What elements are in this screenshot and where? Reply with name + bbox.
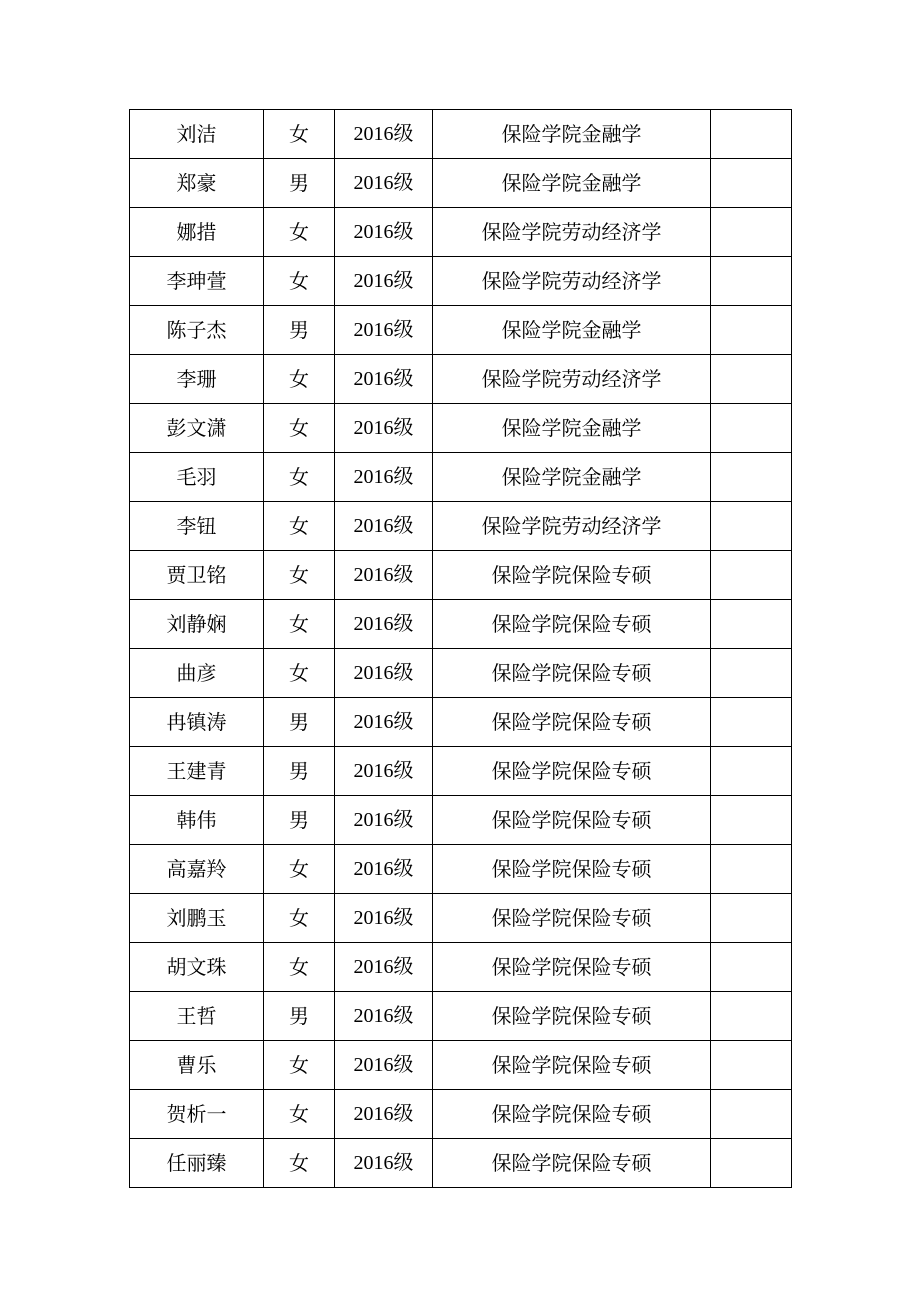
student-name-cell: 贺析一 bbox=[130, 1090, 264, 1139]
program-cell: 保险学院保险专硕 bbox=[433, 551, 711, 600]
table-row bbox=[130, 845, 792, 894]
table-row bbox=[130, 992, 792, 1041]
gender-cell: 男 bbox=[264, 796, 335, 845]
note-cell bbox=[711, 502, 792, 551]
program-cell: 保险学院保险专硕 bbox=[433, 992, 711, 1041]
student-name-cell: 胡文珠 bbox=[130, 943, 264, 992]
grade-cell: 2016级 bbox=[335, 747, 433, 796]
gender-cell: 女 bbox=[264, 551, 335, 600]
program-cell: 保险学院劳动经济学 bbox=[433, 257, 711, 306]
gender-cell: 女 bbox=[264, 208, 335, 257]
student-name-cell: 冉镇涛 bbox=[130, 698, 264, 747]
grade-cell: 2016级 bbox=[335, 649, 433, 698]
note-cell bbox=[711, 110, 792, 159]
gender-cell: 女 bbox=[264, 110, 335, 159]
table-row bbox=[130, 257, 792, 306]
table-row bbox=[130, 502, 792, 551]
table-row bbox=[130, 698, 792, 747]
note-cell bbox=[711, 306, 792, 355]
grade-cell: 2016级 bbox=[335, 208, 433, 257]
grade-cell: 2016级 bbox=[335, 355, 433, 404]
student-name-cell: 刘静娴 bbox=[130, 600, 264, 649]
student-name-cell: 李珅萱 bbox=[130, 257, 264, 306]
table-row bbox=[130, 306, 792, 355]
grade-cell: 2016级 bbox=[335, 796, 433, 845]
note-cell bbox=[711, 649, 792, 698]
gender-cell: 女 bbox=[264, 502, 335, 551]
program-cell: 保险学院保险专硕 bbox=[433, 698, 711, 747]
program-cell: 保险学院金融学 bbox=[433, 159, 711, 208]
grade-cell: 2016级 bbox=[335, 1041, 433, 1090]
table-row bbox=[130, 1139, 792, 1188]
table-row bbox=[130, 404, 792, 453]
student-name-cell: 高嘉羚 bbox=[130, 845, 264, 894]
student-name-cell: 彭文潇 bbox=[130, 404, 264, 453]
table-row bbox=[130, 208, 792, 257]
program-cell: 保险学院保险专硕 bbox=[433, 796, 711, 845]
table-row bbox=[130, 796, 792, 845]
grade-cell: 2016级 bbox=[335, 992, 433, 1041]
student-roster-table bbox=[129, 109, 792, 1188]
table-row bbox=[130, 600, 792, 649]
program-cell: 保险学院金融学 bbox=[433, 404, 711, 453]
table-row bbox=[130, 1090, 792, 1139]
table-row bbox=[130, 355, 792, 404]
gender-cell: 女 bbox=[264, 894, 335, 943]
grade-cell: 2016级 bbox=[335, 306, 433, 355]
gender-cell: 男 bbox=[264, 306, 335, 355]
gender-cell: 女 bbox=[264, 1041, 335, 1090]
gender-cell: 女 bbox=[264, 257, 335, 306]
grade-cell: 2016级 bbox=[335, 1090, 433, 1139]
student-name-cell: 任丽臻 bbox=[130, 1139, 264, 1188]
table-row bbox=[130, 894, 792, 943]
grade-cell: 2016级 bbox=[335, 257, 433, 306]
grade-cell: 2016级 bbox=[335, 159, 433, 208]
program-cell: 保险学院保险专硕 bbox=[433, 894, 711, 943]
gender-cell: 女 bbox=[264, 943, 335, 992]
grade-cell: 2016级 bbox=[335, 502, 433, 551]
student-name-cell: 李钮 bbox=[130, 502, 264, 551]
grade-cell: 2016级 bbox=[335, 943, 433, 992]
gender-cell: 男 bbox=[264, 698, 335, 747]
student-name-cell: 毛羽 bbox=[130, 453, 264, 502]
note-cell bbox=[711, 845, 792, 894]
gender-cell: 女 bbox=[264, 845, 335, 894]
program-cell: 保险学院保险专硕 bbox=[433, 1090, 711, 1139]
note-cell bbox=[711, 453, 792, 502]
gender-cell: 男 bbox=[264, 747, 335, 796]
note-cell bbox=[711, 1139, 792, 1188]
gender-cell: 女 bbox=[264, 355, 335, 404]
gender-cell: 男 bbox=[264, 992, 335, 1041]
table-row bbox=[130, 747, 792, 796]
note-cell bbox=[711, 551, 792, 600]
program-cell: 保险学院劳动经济学 bbox=[433, 502, 711, 551]
note-cell bbox=[711, 257, 792, 306]
grade-cell: 2016级 bbox=[335, 551, 433, 600]
grade-cell: 2016级 bbox=[335, 894, 433, 943]
gender-cell: 男 bbox=[264, 159, 335, 208]
program-cell: 保险学院金融学 bbox=[433, 453, 711, 502]
gender-cell: 女 bbox=[264, 649, 335, 698]
grade-cell: 2016级 bbox=[335, 110, 433, 159]
grade-cell: 2016级 bbox=[335, 1139, 433, 1188]
student-name-cell: 娜措 bbox=[130, 208, 264, 257]
grade-cell: 2016级 bbox=[335, 453, 433, 502]
note-cell bbox=[711, 404, 792, 453]
note-cell bbox=[711, 747, 792, 796]
table-row bbox=[130, 649, 792, 698]
grade-cell: 2016级 bbox=[335, 698, 433, 747]
table-row bbox=[130, 159, 792, 208]
student-name-cell: 刘鹏玉 bbox=[130, 894, 264, 943]
note-cell bbox=[711, 159, 792, 208]
table-row bbox=[130, 943, 792, 992]
gender-cell: 女 bbox=[264, 404, 335, 453]
program-cell: 保险学院保险专硕 bbox=[433, 1139, 711, 1188]
note-cell bbox=[711, 943, 792, 992]
program-cell: 保险学院保险专硕 bbox=[433, 845, 711, 894]
student-name-cell: 王建青 bbox=[130, 747, 264, 796]
gender-cell: 女 bbox=[264, 1139, 335, 1188]
table-row bbox=[130, 453, 792, 502]
note-cell bbox=[711, 355, 792, 404]
student-name-cell: 曲彦 bbox=[130, 649, 264, 698]
program-cell: 保险学院劳动经济学 bbox=[433, 208, 711, 257]
program-cell: 保险学院保险专硕 bbox=[433, 649, 711, 698]
student-name-cell: 贾卫铭 bbox=[130, 551, 264, 600]
note-cell bbox=[711, 600, 792, 649]
grade-cell: 2016级 bbox=[335, 845, 433, 894]
student-name-cell: 王哲 bbox=[130, 992, 264, 1041]
note-cell bbox=[711, 992, 792, 1041]
program-cell: 保险学院保险专硕 bbox=[433, 747, 711, 796]
program-cell: 保险学院保险专硕 bbox=[433, 600, 711, 649]
student-name-cell: 曹乐 bbox=[130, 1041, 264, 1090]
student-name-cell: 郑豪 bbox=[130, 159, 264, 208]
student-name-cell: 韩伟 bbox=[130, 796, 264, 845]
gender-cell: 女 bbox=[264, 453, 335, 502]
note-cell bbox=[711, 796, 792, 845]
roster-body bbox=[130, 110, 792, 1188]
program-cell: 保险学院金融学 bbox=[433, 110, 711, 159]
gender-cell: 女 bbox=[264, 1090, 335, 1139]
program-cell: 保险学院金融学 bbox=[433, 306, 711, 355]
note-cell bbox=[711, 698, 792, 747]
grade-cell: 2016级 bbox=[335, 600, 433, 649]
table-row bbox=[130, 1041, 792, 1090]
program-cell: 保险学院保险专硕 bbox=[433, 1041, 711, 1090]
grade-cell: 2016级 bbox=[335, 404, 433, 453]
gender-cell: 女 bbox=[264, 600, 335, 649]
table-row bbox=[130, 551, 792, 600]
note-cell bbox=[711, 894, 792, 943]
program-cell: 保险学院劳动经济学 bbox=[433, 355, 711, 404]
note-cell bbox=[711, 1090, 792, 1139]
table-row bbox=[130, 110, 792, 159]
student-name-cell: 刘洁 bbox=[130, 110, 264, 159]
program-cell: 保险学院保险专硕 bbox=[433, 943, 711, 992]
note-cell bbox=[711, 1041, 792, 1090]
student-name-cell: 陈子杰 bbox=[130, 306, 264, 355]
note-cell bbox=[711, 208, 792, 257]
student-name-cell: 李珊 bbox=[130, 355, 264, 404]
